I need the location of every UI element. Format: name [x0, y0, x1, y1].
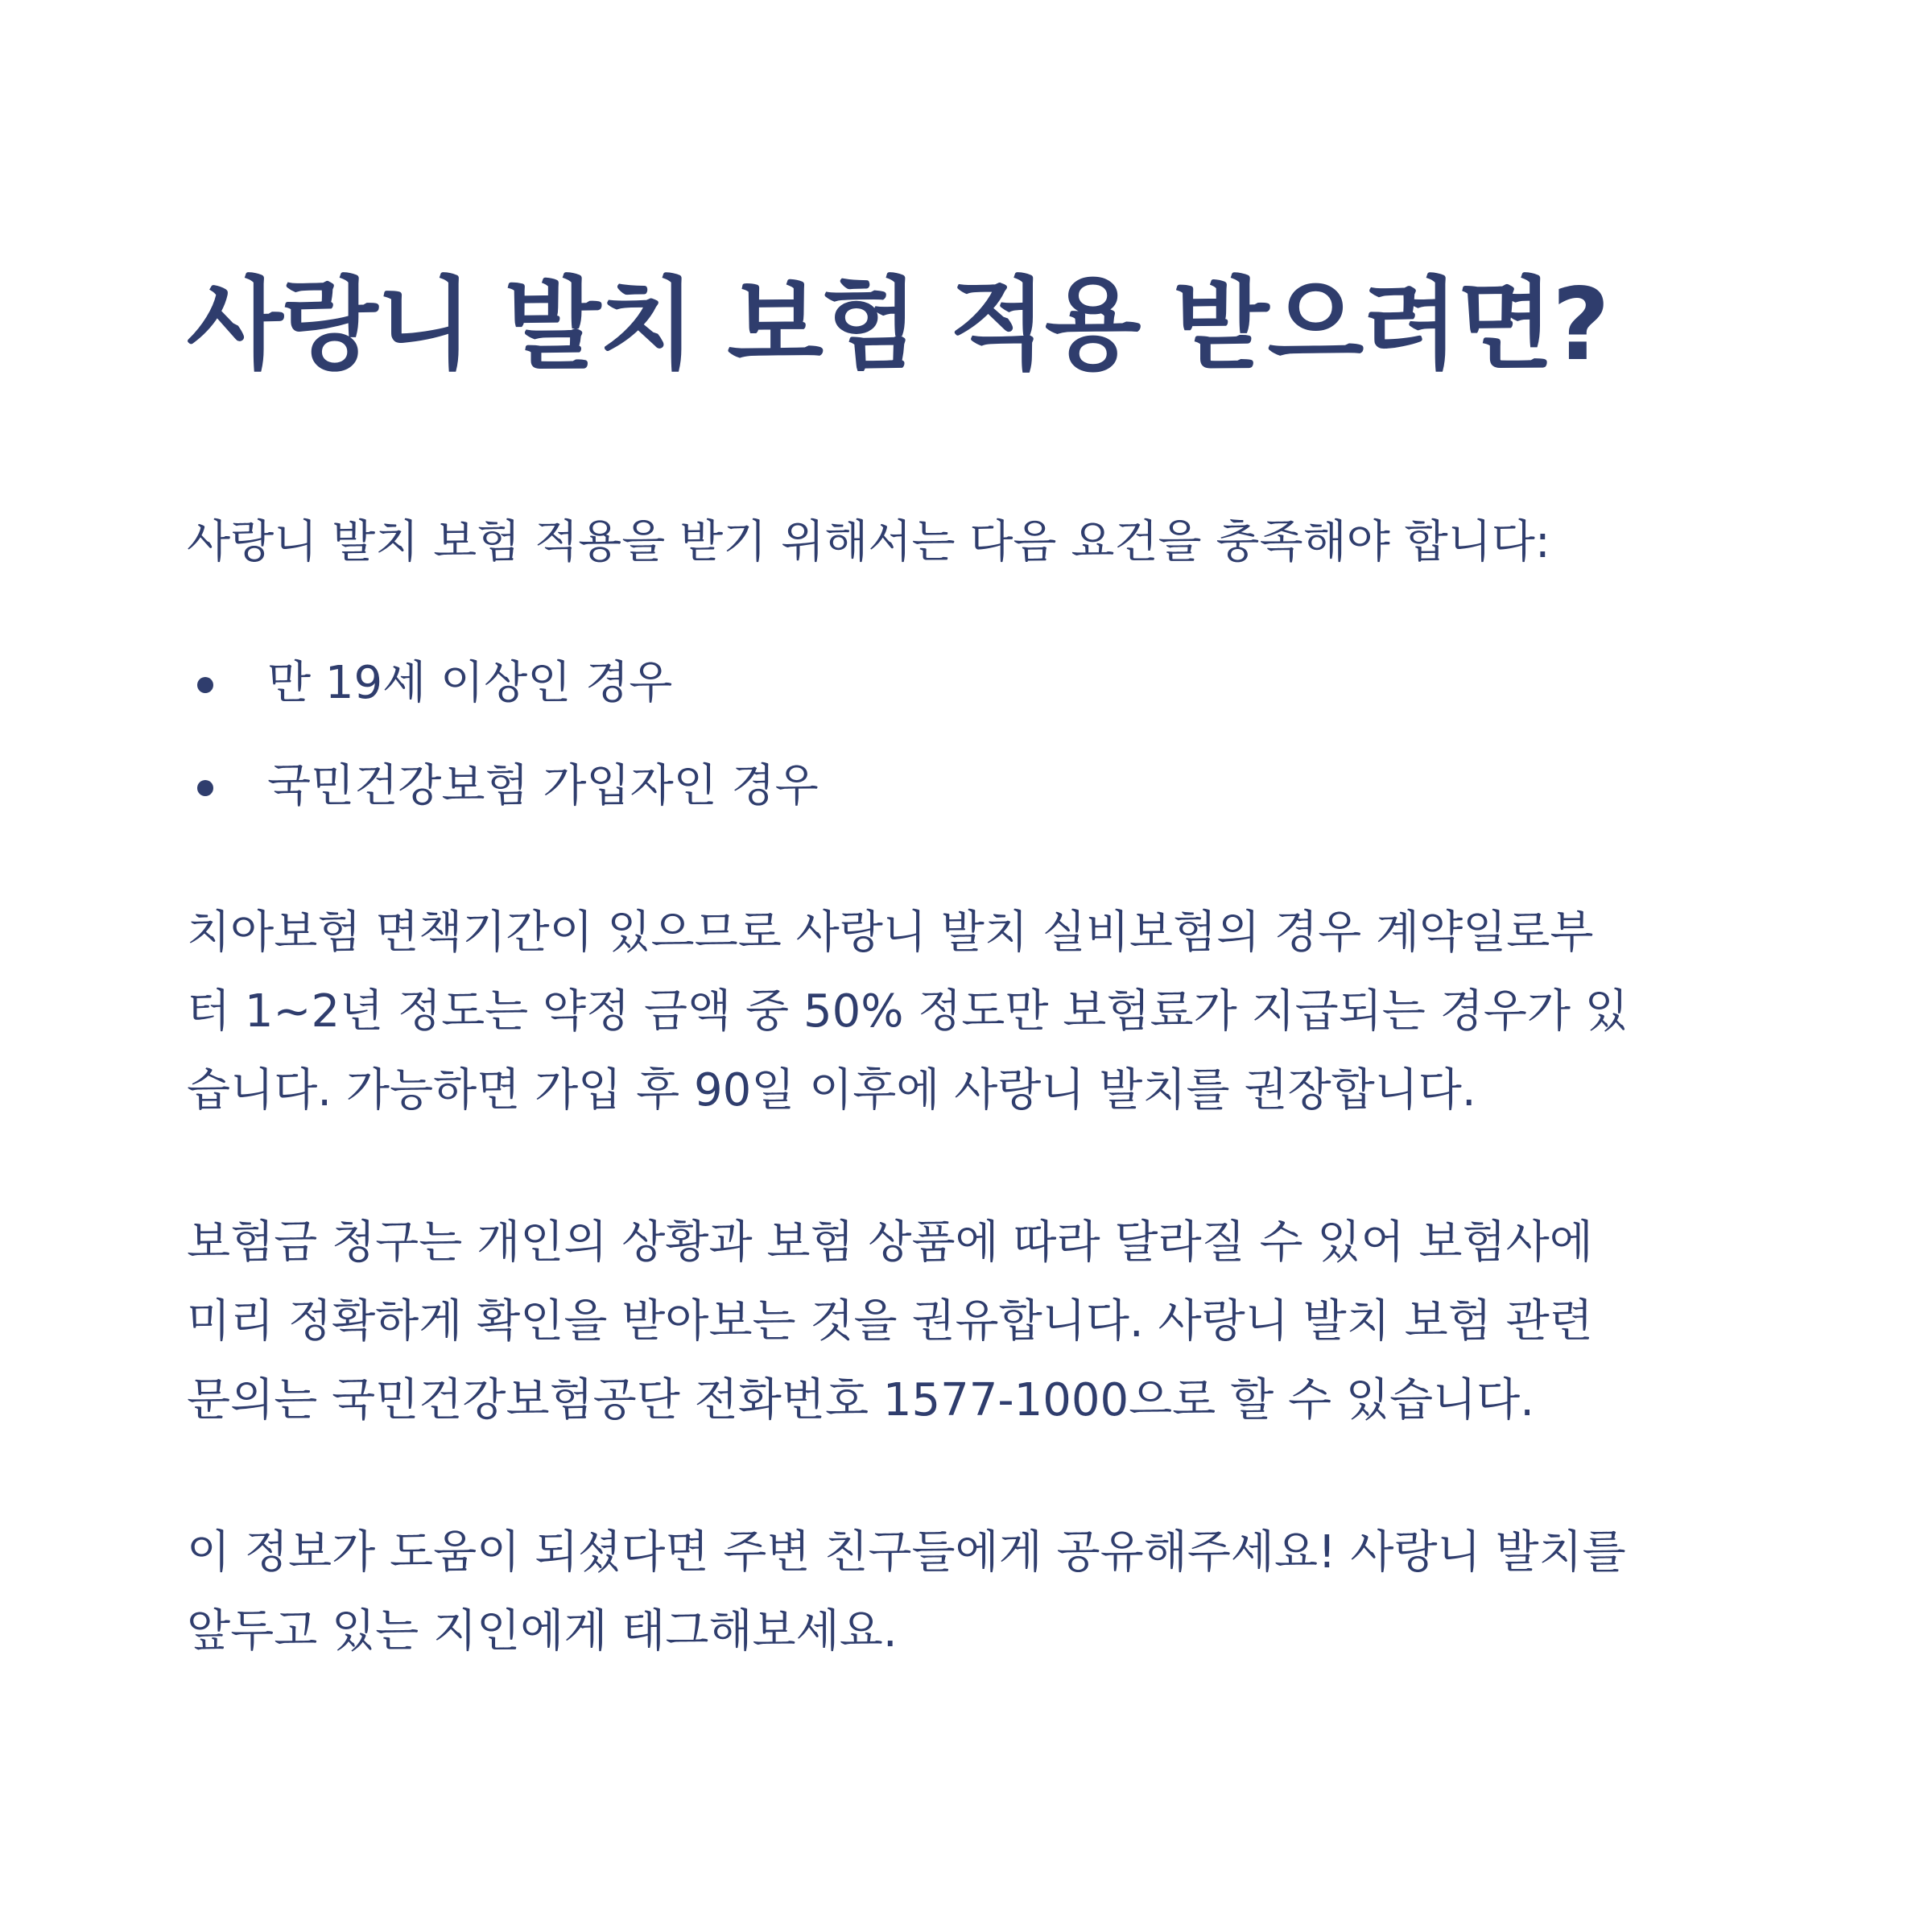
intro-text: 사랑니 발치 보험 적용을 받기 위해서는 다음 요건을 충족해야 합니다: — [187, 516, 1550, 568]
paragraph-line: 문의는 국민건강보험공단 전화번호 1577-1000으로 할 수 있습니다. — [187, 1374, 1535, 1426]
requirement-text: 만 19세 이상인 경우 — [267, 657, 673, 709]
bullet-icon — [197, 677, 213, 693]
claim-inquiry-paragraph — [187, 1203, 1765, 1440]
paragraph-line: 습니다. 가능하면 가입 후 90일 이후에 사랑니 발치를 권장합니다. — [187, 1064, 1476, 1117]
paragraph-line: 치아보험 면책기간이 있으므로 사랑니 발치 실비보험의 경우 계약일로부 — [187, 906, 1594, 959]
waiting-period-paragraph — [187, 894, 1765, 1130]
paragraph-line: 앞두고 있는 지인에게 태그해보세요. — [187, 1605, 898, 1657]
paragraph-line: 미리 정확하게 확인을 받아보는 것을 권유합니다. 사랑니 발치 보험 관련 — [187, 1295, 1593, 1348]
page-title: 사랑니 발치 보험 적용 받으려면? — [187, 267, 1608, 383]
paragraph-line: 터 1~2년 정도는 약정 금액 중 50% 정도만 보험료가 지급되는 경우가 있 — [187, 985, 1629, 1038]
paragraph-line: 보험금 청구는 개인의 상황과 보험 상품에 따라 달라질 수 있어 보험사에 — [187, 1216, 1593, 1269]
bullet-icon — [197, 780, 213, 796]
paragraph-line: 이 정보가 도움이 되셨다면 주변 친구들에게 공유해주세요! 사랑니 발치를 — [187, 1526, 1626, 1579]
requirement-text: 국민건강보험 가입자인 경우 — [267, 760, 819, 812]
share-paragraph — [187, 1513, 1765, 1671]
